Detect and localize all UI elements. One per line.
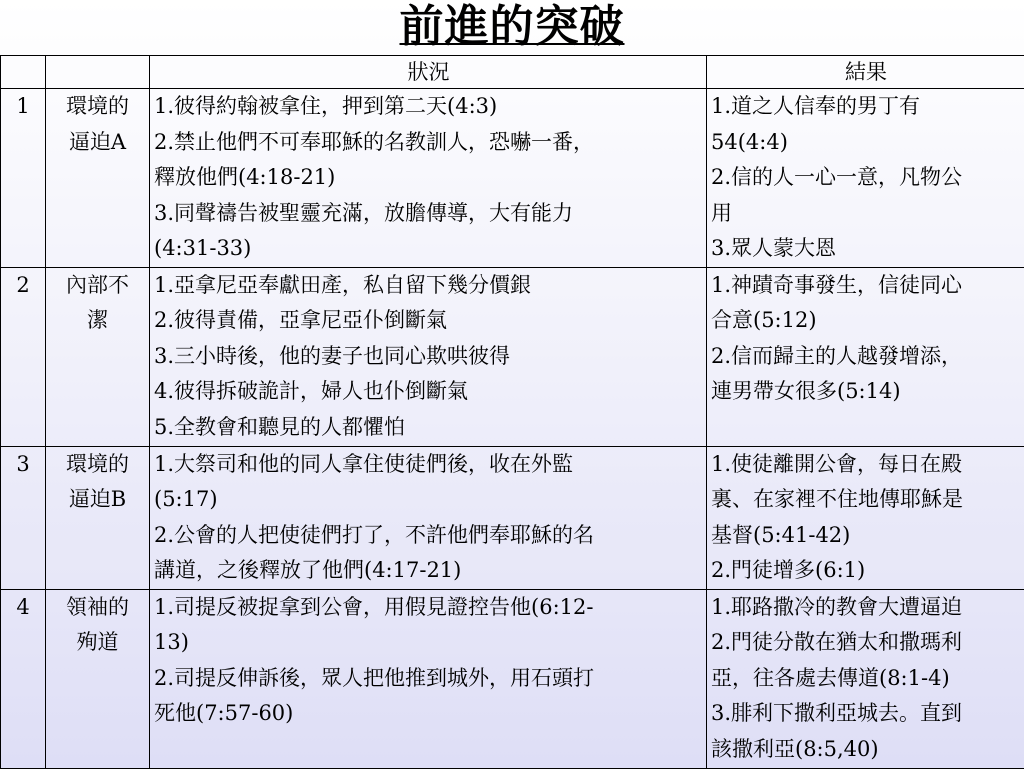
table-row bbox=[1, 267, 1024, 446]
result-line: 1.道之人信奉的男丁有 bbox=[711, 89, 1021, 125]
result-line: 54(4:4) bbox=[711, 125, 1021, 161]
slide-title: 前進的突破 bbox=[0, 0, 1024, 54]
result-line: 裏、在家裡不住地傳耶穌是 bbox=[711, 482, 1021, 518]
situation-line: (5:17) bbox=[154, 482, 703, 518]
header-category bbox=[46, 56, 150, 89]
row-category bbox=[46, 89, 150, 268]
situation-line: 5.全教會和聽見的人都懼怕 bbox=[154, 410, 703, 446]
situation-line: (4:31-33) bbox=[154, 231, 703, 267]
situation-line: 釋放他們(4:18-21) bbox=[154, 160, 703, 196]
row-category bbox=[46, 446, 150, 589]
result-line: 2.信而歸主的人越發增添， bbox=[711, 339, 1021, 375]
row-number: 4 bbox=[1, 589, 46, 768]
table-row bbox=[1, 446, 1024, 589]
situation-line: 1.亞拿尼亞奉獻田產，私自留下幾分價銀 bbox=[154, 268, 703, 304]
category-line: 殉道 bbox=[46, 625, 149, 661]
row-result bbox=[707, 446, 1024, 589]
category-line: 環境的 bbox=[46, 89, 149, 125]
result-line: 該撒利亞(8:5,40) bbox=[711, 732, 1021, 768]
category-line: 環境的 bbox=[46, 447, 149, 483]
situation-line: 1.大祭司和他的同人拿住使徒們後，收在外監 bbox=[154, 447, 703, 483]
result-line: 基督(5:41-42) bbox=[711, 518, 1021, 554]
row-situation bbox=[150, 89, 707, 268]
table-header-row bbox=[1, 56, 1024, 89]
header-result: 結果 bbox=[707, 56, 1024, 89]
category-line: 領袖的 bbox=[46, 590, 149, 626]
row-result bbox=[707, 267, 1024, 446]
category-line: 逼迫A bbox=[46, 125, 149, 161]
category-line: 潔 bbox=[46, 303, 149, 339]
category-line: 內部不 bbox=[46, 268, 149, 304]
row-situation bbox=[150, 446, 707, 589]
result-line: 1.神蹟奇事發生，信徒同心 bbox=[711, 268, 1021, 304]
row-category bbox=[46, 589, 150, 768]
situation-line: 3.三小時後，他的妻子也同心欺哄彼得 bbox=[154, 339, 703, 375]
result-line: 3.腓利下撒利亞城去。直到 bbox=[711, 696, 1021, 732]
result-line: 1.使徒離開公會，每日在殿 bbox=[711, 447, 1021, 483]
row-category bbox=[46, 267, 150, 446]
row-number: 2 bbox=[1, 267, 46, 446]
situation-line: 1.彼得約翰被拿住，押到第二天(4:3) bbox=[154, 89, 703, 125]
situation-line: 4.彼得拆破詭計，婦人也仆倒斷氣 bbox=[154, 374, 703, 410]
result-line: 2.門徒分散在猶太和撒瑪利 bbox=[711, 625, 1021, 661]
situation-line: 2.公會的人把使徒們打了，不許他們奉耶穌的名 bbox=[154, 518, 703, 554]
row-result bbox=[707, 589, 1024, 768]
row-situation bbox=[150, 267, 707, 446]
result-line: 合意(5:12) bbox=[711, 303, 1021, 339]
situation-line: 2.彼得責備，亞拿尼亞仆倒斷氣 bbox=[154, 303, 703, 339]
situation-line: 死他(7:57-60) bbox=[154, 696, 703, 732]
situation-line: 2.禁止他們不可奉耶穌的名教訓人，恐嚇一番， bbox=[154, 125, 703, 161]
result-line: 用 bbox=[711, 196, 1021, 232]
situation-line: 2.司提反伸訴後，眾人把他推到城外，用石頭打 bbox=[154, 661, 703, 697]
result-line: 1.耶路撒冷的教會大遭逼迫 bbox=[711, 590, 1021, 626]
result-line: 亞，往各處去傳道(8:1-4) bbox=[711, 661, 1021, 697]
row-number: 1 bbox=[1, 89, 46, 268]
category-line: 逼迫B bbox=[46, 482, 149, 518]
table-row bbox=[1, 589, 1024, 768]
row-result bbox=[707, 89, 1024, 268]
situation-line: 講道，之後釋放了他們(4:17-21) bbox=[154, 553, 703, 589]
header-num bbox=[1, 56, 46, 89]
situation-line: 1.司提反被捉拿到公會，用假見證控告他(6:12- bbox=[154, 590, 703, 626]
result-line: 2.信的人一心一意，凡物公 bbox=[711, 160, 1021, 196]
progress-table bbox=[0, 55, 1024, 769]
result-line: 2.門徒增多(6:1) bbox=[711, 553, 1021, 589]
result-line: 3.眾人蒙大恩 bbox=[711, 231, 1021, 267]
header-situation: 狀況 bbox=[150, 56, 707, 89]
situation-line: 13) bbox=[154, 625, 703, 661]
row-situation bbox=[150, 589, 707, 768]
result-line: 連男帶女很多(5:14) bbox=[711, 374, 1021, 410]
table-row bbox=[1, 89, 1024, 268]
row-number: 3 bbox=[1, 446, 46, 589]
situation-line: 3.同聲禱告被聖靈充滿，放膽傳導，大有能力 bbox=[154, 196, 703, 232]
